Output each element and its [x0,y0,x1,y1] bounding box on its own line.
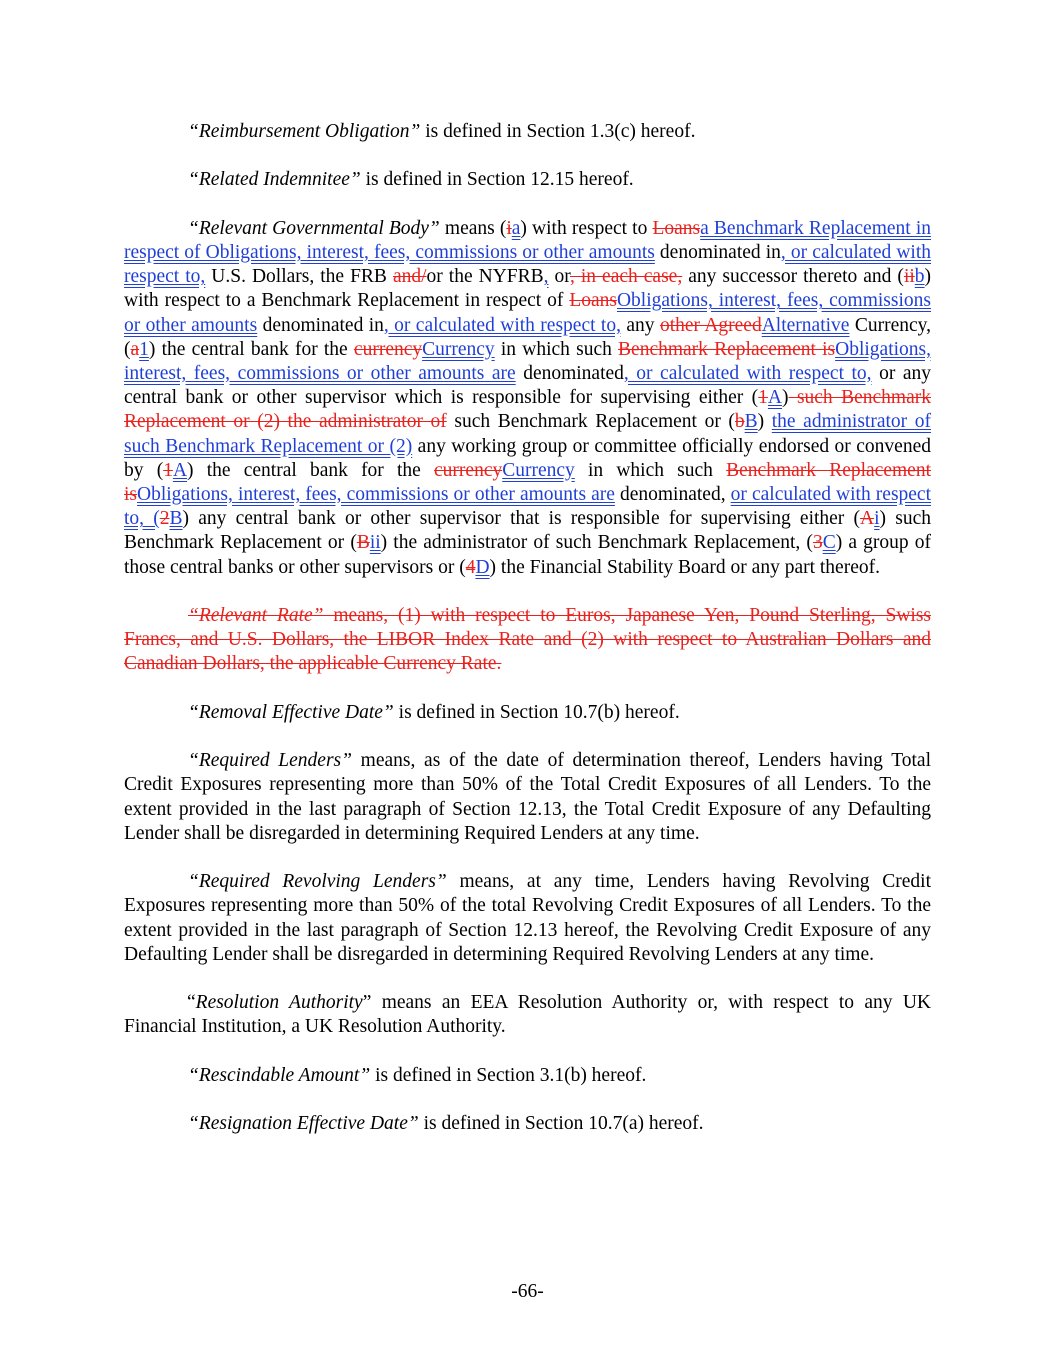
inserted-text: , or calculated with respect to, [124,241,931,288]
text-run: ) the administrator of such Benchmark Replacement, ( [380,532,813,554]
text-run: ) [757,411,772,433]
text-run: such Benchmark Replacement or ( [446,411,735,433]
inserted-text: a Benchmark Replacement in respect of Obligations, interest, fees, commissions or other amounts [124,217,931,263]
inserted-text: B [169,508,183,530]
deleted-text: 1 [758,387,768,409]
inserted-text: A [767,387,783,409]
text-run: denominated [515,363,624,384]
definition-text: means, as of the date of determination thereof, Lenders having Total Credit Exposures representing more than 50% of the Total Credit Exposures of all Lenders. To the extent provided in the last paragraph of Section 12.13, the Total Credit Exposure of any Defaulting Lender shall be disregarded in determining Required Lenders at any time. [124,750,931,844]
inserted-text: 1 [139,338,149,360]
text-run: ) with respect to a Benchmark Replacement in respect of [124,266,932,312]
document-page [124,120,931,1161]
defined-term: “Relevant Rate” [188,605,324,627]
text-run: any successor thereto and ( [682,266,904,288]
inserted-text: b [914,266,925,288]
text-run: ) a group of those central banks or other supervisors or ( [124,532,931,578]
definition-related-indemnitee [124,168,931,192]
text-run: U.S. Dollars, the FRB [205,266,393,288]
defined-term: “Required Revolving Lenders” [188,871,447,893]
defined-term: “Resignation Effective Date” [188,1113,419,1135]
inserted-text: ii [369,532,381,554]
deleted-text: currency [434,459,503,481]
defined-term: Resolution Authority [195,992,363,1014]
text-run: means ( [439,217,507,239]
text-run: any working group or committee officially endorsed or convened by ( [124,435,931,481]
inserted-text: , or calculated with respect to, [623,363,872,384]
defined-term: “Required Lenders” [188,750,352,772]
defined-term: “Relevant Governmental Body” [188,217,440,239]
inserted-text: , or calculated with respect to, [383,314,621,336]
definition-required-revolving-lenders [124,870,931,967]
text-run: or the NYFRB [426,266,544,288]
inserted-text: A [172,459,188,481]
text-run: or [548,266,570,288]
definition-text: is defined in Section 10.7(b) hereof. [393,701,680,723]
definition-resolution-authority [124,991,931,1039]
text-run: Currency, ( [124,314,932,360]
text-run: denominated in [257,314,384,336]
inserted-text: Currency [422,338,495,360]
inserted-text: i [874,508,880,530]
definition-text: is defined in Section 10.7(a) hereof. [418,1113,704,1135]
text-run: in which such [494,338,619,360]
text-run: ) [782,387,789,409]
inserted-text: B [744,411,758,433]
page-number: -66- [511,1281,544,1302]
inserted-text: Obligations, interest, fees, commissions or other amounts [124,290,931,336]
deleted-text: Benchmark Replacement is [124,459,931,506]
definition-relevant-governmental-body [124,217,931,580]
deleted-text: such Benchmark Replacement or (2) the administrator of [124,387,931,433]
deleted-text: Loans [569,290,617,312]
definition-removal-effective-date [124,701,931,725]
inserted-text: the administrator of such Benchmark Replacement or (2) [124,411,931,457]
definition-text: means, (1) with respect to Euros, Japanese Yen, Pound Sterling, Swiss Francs, and U.S. Dollars, the LIBOR Index Rate and (2) with respect to Australian Dollars and Canadian Dollars, the applicable Currency Rate. [124,605,931,675]
text-run: ) the central bank for the [148,338,354,360]
close-quote: ” [362,992,372,1014]
inserted-text: Alternative [761,314,850,336]
inserted-text: or calculated with respect to, ( [124,484,932,530]
defined-term: “Reimbursement Obligation” [188,121,421,142]
text-run: or any central bank or other supervisor which is responsible for supervising either ( [124,363,931,409]
deleted-text: 1 [163,459,173,481]
deleted-text: currency [353,338,423,360]
inserted-text: D [475,556,490,578]
definition-resignation-effective-date [124,1112,931,1136]
definition-text: is defined in Section 12.15 hereof. [360,169,634,191]
defined-term: “Removal Effective Date” [188,701,394,723]
deleted-text: 4 [465,556,476,578]
deleted-text: Loans [652,217,701,239]
definition-rescindable-amount [124,1064,931,1088]
deleted-text: ii [903,266,915,288]
inserted-text: , [543,266,549,288]
inserted-text: Obligations, interest, fees, commissions or other amounts are [124,338,931,384]
text-run: ) the Financial Stability Board or any part thereof. [489,556,880,578]
text-run: ) with respect to [520,217,653,239]
text-run: any [620,314,660,336]
deleted-text: A [860,508,875,530]
inserted-text: a [511,217,521,239]
deleted-text: 3 [812,532,823,554]
text-run: denominated, [614,484,731,506]
text-run: ) any central bank or other supervisor that is responsible for supervising either ( [182,508,861,530]
deleted-text: , in each case, [570,266,683,288]
deleted-text: i [506,217,512,239]
definition-reimbursement-obligation [124,120,931,144]
deleted-text: other Agreed [659,314,762,336]
open-quote: “ [187,992,196,1014]
deleted-text: b [734,411,745,433]
text-run: ) such Benchmark Replacement or ( [124,508,931,554]
definition-text: is defined in Section 3.1(b) hereof. [370,1064,647,1086]
inserted-text: C [822,532,836,554]
definition-required-lenders [124,749,931,846]
text-run: ) the central bank for the [187,459,435,481]
deleted-text: and/ [392,266,427,288]
text-run: denominated in [654,241,781,263]
deleted-text: B [356,532,370,554]
definition-text: is defined in Section 1.3(c) hereof. [420,121,696,142]
text-run: in which such [574,459,727,481]
deleted-text: Benchmark Replacement is [618,338,836,360]
definition-text: means, at any time, Lenders having Revolving Credit Exposures representing more than 50% of the total Revolving Credit Exposures of all Lenders. To the extent provided in the last paragraph of Section 12.13 hereof, the Revolving Credit Exposure of any Defaulting Lender shall be disregarded in determining Required Revolving Lenders at any time. [124,871,931,965]
defined-term: “Rescindable Amount” [188,1064,371,1086]
deleted-text: 2 [159,508,170,530]
defined-term: “Related Indemnitee” [188,169,361,191]
definition-relevant-rate-deleted [124,604,931,677]
inserted-text: Currency [502,459,575,481]
inserted-text: Obligations, interest, fees, commissions or other amounts are [137,484,615,506]
definition-text: means an EEA Resolution Authority or, with respect to any UK Financial Institution, a UK Resolution Authority. [124,992,931,1038]
deleted-text: a [130,338,140,360]
